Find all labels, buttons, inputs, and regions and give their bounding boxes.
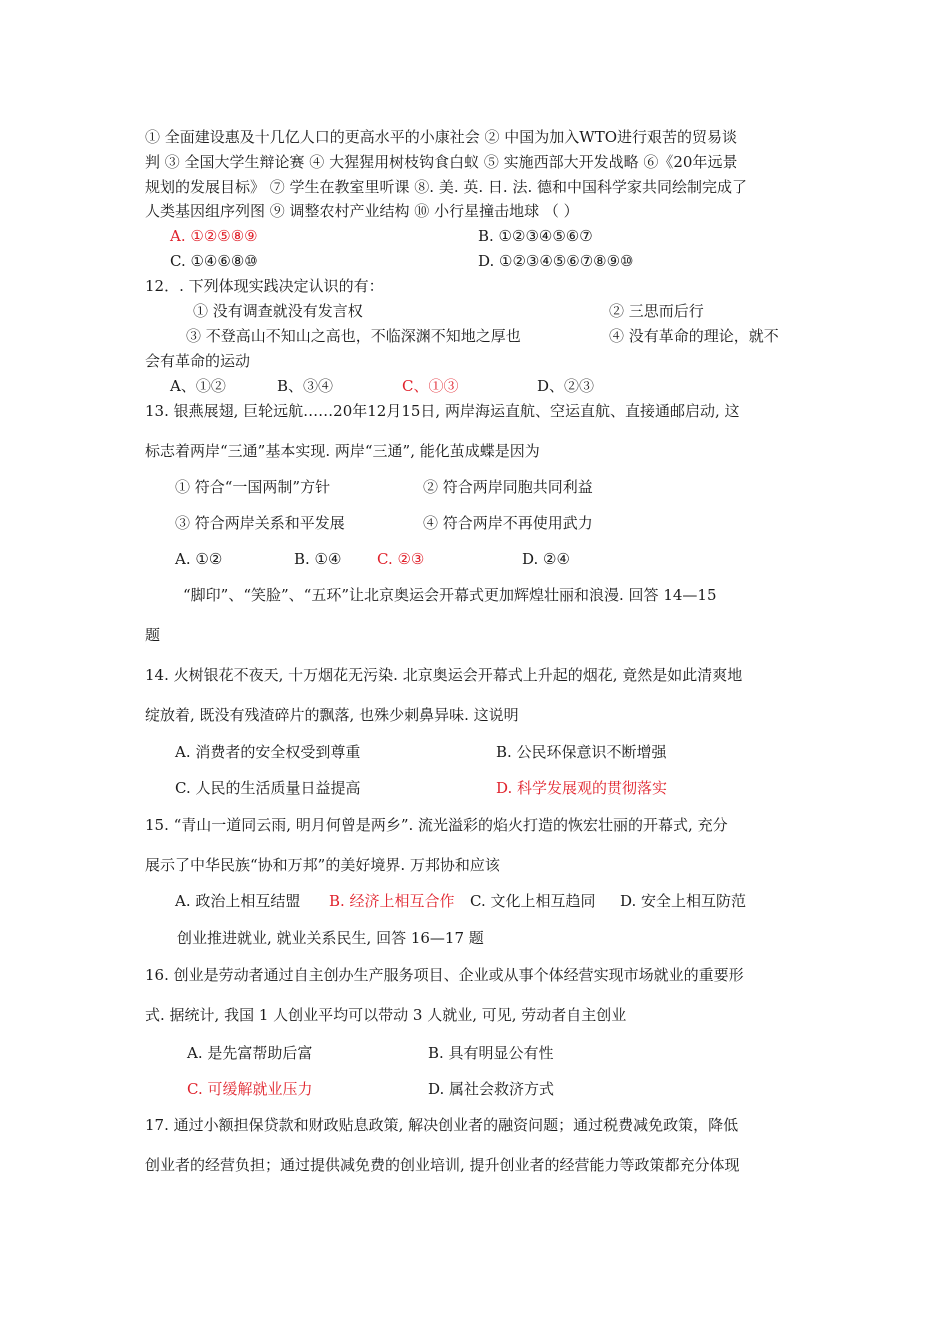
q11-option-c: C. ①④⑥⑧⑩ bbox=[170, 252, 258, 270]
q13-stem-1: 13. 银燕展翅, 巨轮远航……20年12月15日, 两岸海运直航、空运直航、直接通邮启动, 这 bbox=[145, 402, 740, 420]
q11-line-4: 人类基因组序列图 ⑨ 调整农村产业结构 ⑩ 小行星撞击地球 （ ） bbox=[145, 202, 579, 220]
q11-line-2: 判 ③ 全国大学生辩论赛 ④ 大猩猩用树枝钩食白蚁 ⑤ 实施西部大开发战略 ⑥《20年远景 bbox=[145, 153, 738, 171]
q16-option-b: B. 具有明显公有性 bbox=[428, 1044, 554, 1062]
q11-option-b: B. ①②③④⑤⑥⑦ bbox=[478, 227, 593, 245]
q12-option-b: B、③④ bbox=[277, 377, 334, 395]
intro-14-15-line-2: 题 bbox=[145, 626, 161, 644]
q11-line-3: 规划的发展目标》 ⑦ 学生在教室里听课 ⑧. 美. 英. 日. 法. 德和中国科学家共同绘制完成了 bbox=[145, 178, 747, 196]
q16-option-c: C. 可缓解就业压力 bbox=[187, 1080, 313, 1098]
q12-option-d: D、②③ bbox=[537, 377, 595, 395]
q13-option-a: A. ①② bbox=[175, 550, 223, 568]
q12-item-4: ④ 没有革命的理论，就不 bbox=[609, 327, 779, 345]
q12-item-4-cont: 会有革命的运动 bbox=[145, 352, 251, 370]
q13-item-4: ④ 符合两岸不再使用武力 bbox=[423, 514, 593, 532]
q14-option-a: A. 消费者的安全权受到尊重 bbox=[175, 743, 361, 761]
intro-14-15-line-1: “脚印”、“笑脸”、“五环”让北京奥运会开幕式更加辉煌壮丽和浪漫. 回答 14—15 bbox=[183, 586, 717, 604]
q11-option-d: D. ①②③④⑤⑥⑦⑧⑨⑩ bbox=[478, 252, 634, 270]
q15-option-d: D. 安全上相互防范 bbox=[620, 892, 747, 910]
q12-option-c: C、①③ bbox=[402, 377, 459, 395]
q13-stem-2: 标志着两岸“三通”基本实现. 两岸“三通”, 能化茧成蝶是因为 bbox=[145, 442, 540, 460]
q16-stem-2: 式. 据统计, 我国 1 人创业平均可以带动 3 人就业, 可见, 劳动者自主创业 bbox=[145, 1006, 627, 1024]
q12-item-1: ① 没有调查就没有发言权 bbox=[193, 302, 363, 320]
q17-stem-1: 17. 通过小额担保贷款和财政贴息政策, 解决创业者的融资问题；通过税费减免政策，降低 bbox=[145, 1116, 739, 1134]
q15-stem-2: 展示了中华民族“协和万邦”的美好境界. 万邦协和应该 bbox=[145, 856, 500, 874]
q14-option-b: B. 公民环保意识不断增强 bbox=[496, 743, 667, 761]
q15-option-c: C. 文化上相互趋同 bbox=[470, 892, 596, 910]
q13-item-3: ③ 符合两岸关系和平发展 bbox=[175, 514, 345, 532]
q14-stem-2: 绽放着, 既没有残渣碎片的飘落, 也殊少刺鼻异味. 这说明 bbox=[145, 706, 519, 724]
q16-stem-1: 16. 创业是劳动者通过自主创办生产服务项目、企业或从事个体经营实现市场就业的重要形 bbox=[145, 966, 744, 984]
q14-option-c: C. 人民的生活质量日益提高 bbox=[175, 779, 361, 797]
q16-option-a: A. 是先富帮助后富 bbox=[187, 1044, 313, 1062]
q12-option-a: A、①② bbox=[170, 377, 226, 395]
q11-option-a: A. ①②⑤⑧⑨ bbox=[170, 227, 258, 245]
q14-option-d: D. 科学发展观的贯彻落实 bbox=[496, 779, 668, 797]
intro-16-17: 创业推进就业, 就业关系民生, 回答 16—17 题 bbox=[177, 929, 484, 947]
q14-stem-1: 14. 火树银花不夜天, 十万烟花无污染. 北京奥运会开幕式上升起的烟花, 竟然是如此清爽地 bbox=[145, 666, 743, 684]
q12-item-3: ③ 不登高山不知山之高也，不临深渊不知地之厚也 bbox=[186, 327, 521, 345]
q13-option-d: D. ②④ bbox=[522, 550, 570, 568]
q15-option-b: B. 经济上相互合作 bbox=[329, 892, 455, 910]
q13-option-b: B. ①④ bbox=[294, 550, 342, 568]
q17-stem-2: 创业者的经营负担；通过提供减免费的创业培训, 提升创业者的经营能力等政策都充分体现 bbox=[145, 1156, 740, 1174]
q11-line-1: ① 全面建设惠及十几亿人口的更高水平的小康社会 ② 中国为加入WTO进行艰苦的贸易谈 bbox=[145, 128, 738, 146]
q15-stem-1: 15. “青山一道同云雨, 明月何曾是两乡”. 流光溢彩的焰火打造的恢宏壮丽的开幕式, 充分 bbox=[145, 816, 728, 834]
q16-option-d: D. 属社会救济方式 bbox=[428, 1080, 555, 1098]
q13-item-1: ① 符合“一国两制”方针 bbox=[175, 478, 331, 496]
q13-option-c: C. ②③ bbox=[377, 550, 425, 568]
q13-item-2: ② 符合两岸同胞共同利益 bbox=[423, 478, 593, 496]
q12-item-2: ② 三思而后行 bbox=[609, 302, 704, 320]
q12-stem: 12．. 下列体现实践决定认识的有： bbox=[145, 277, 384, 295]
q15-option-a: A. 政治上相互结盟 bbox=[175, 892, 301, 910]
